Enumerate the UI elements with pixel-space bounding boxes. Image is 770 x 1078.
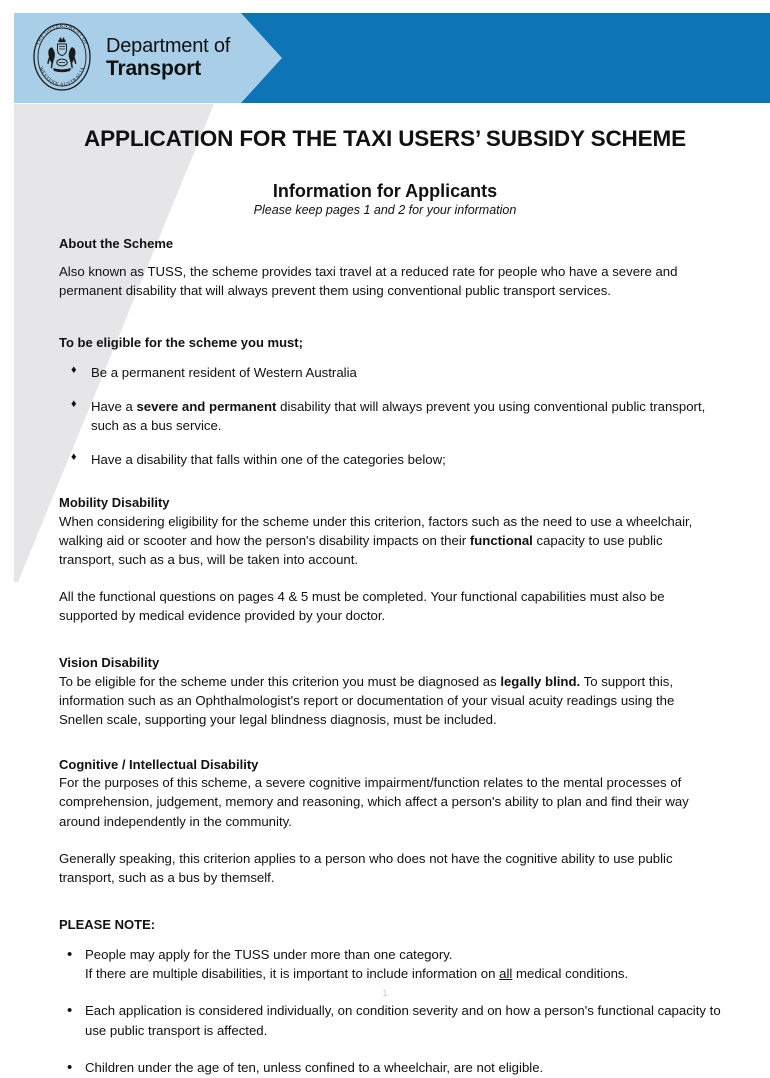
list-item	[59, 1058, 721, 1077]
document-subtitle: Information for Applicants	[272, 181, 498, 201]
line2-underline: all	[499, 966, 513, 982]
round-bullet-icon: •	[67, 1058, 73, 1076]
section-heading-about: About the Scheme	[59, 236, 174, 251]
document-body	[59, 236, 721, 1077]
list-item-text: Have a disability that falls within one of the categories below;	[91, 452, 446, 468]
mobility-text-post: capacity to use public transport, such as a bus, will be taken into account.	[59, 532, 663, 567]
list-item-line2	[85, 964, 721, 983]
page-number-footer: 1	[382, 988, 388, 998]
list-item-line1: People may apply for the TUSS under more than one category.	[85, 947, 453, 963]
vision-text-post: To support this, information such as an Ophthalmologist's report or documentation of your visual acuity readings using the Snellen scale, supporting your legal blindness diagnosis, must be included.	[59, 673, 675, 727]
diamond-bullet-icon: ♦	[71, 363, 77, 376]
diamond-bullet-icon: ♦	[71, 451, 77, 464]
list-item-line1: Each application is considered individually, on condition severity and on how a person's functional capacity to use public transport is affected.	[85, 1003, 721, 1038]
round-bullet-icon: •	[67, 1002, 73, 1020]
list-item	[59, 363, 721, 382]
round-bullet-icon: •	[67, 946, 73, 964]
list-item-text-bold: severe and permanent	[136, 398, 277, 414]
document-subtitle-note: Please keep pages 1 and 2 for your information	[253, 203, 517, 217]
department-name	[106, 34, 230, 80]
please-note-list	[59, 945, 721, 1077]
section-heading-mobility: Mobility Disability	[59, 495, 170, 511]
section-paragraph-mobility-2: All the functional questions on pages 4 & 5 must be completed. Your functional capabilities must also be supported by medical evidence provided by your doctor.	[59, 589, 665, 624]
list-item-text-post: disability that will always prevent you using conventional public transport, such as a bus service.	[91, 398, 706, 434]
list-item	[59, 450, 721, 469]
transport-label: Transport	[106, 56, 202, 80]
svg-text:THE GOVERNMENT OF: THE GOVERNMENT OF	[35, 22, 89, 47]
department-of-label: Department of	[106, 34, 231, 57]
list-item	[59, 945, 721, 983]
section-paragraph-cognitive: For the purposes of this scheme, a severe cognitive impairment/function relates to the mental processes of comprehension, judgement, memory and reasoning, which affect a person's ability to plan and find their way around independently in the community.	[59, 775, 689, 829]
department-logo	[28, 22, 230, 92]
list-item	[59, 397, 721, 435]
section-paragraph-vision	[59, 672, 721, 729]
svg-text:WESTERN AUSTRALIA: WESTERN AUSTRALIA	[37, 65, 87, 89]
mobility-text-bold: functional	[469, 532, 533, 548]
line2-pre: If there are multiple disabilities, it is important to include information on	[85, 966, 500, 982]
section-heading-please-note: PLEASE NOTE:	[59, 916, 156, 932]
section-paragraph-cognitive-2: Generally speaking, this criterion applies to a person who does not have the cognitive ability to use public transport, such as a bus by themself.	[59, 850, 673, 885]
diamond-bullet-icon: ♦	[71, 397, 77, 410]
list-item-text-pre: Have a	[91, 398, 137, 414]
mobility-text-pre: When considering eligibility for the scheme under this criterion, factors such as the need to use a wheelchair, walking aid or scooter and how the person's disability impacts on their	[59, 513, 693, 548]
vision-text-pre: To be eligible for the scheme under this criterion you must be diagnosed as	[59, 673, 501, 689]
page-title: APPLICATION FOR THE TAXI USERS’ SUBSIDY SCHEME	[84, 126, 686, 151]
vision-text-bold: legally blind.	[500, 673, 581, 689]
line2-post: medical conditions.	[512, 966, 629, 982]
wa-government-crest-icon	[28, 22, 96, 92]
section-heading-cognitive: Cognitive / Intellectual Disability	[59, 756, 259, 772]
section-paragraph-about: Also known as TUSS, the scheme provides taxi travel at a reduced rate for people who have a severe and permanent disability that will always prevent them using conventional public transport services.	[59, 264, 678, 299]
section-heading-vision: Vision Disability	[59, 655, 160, 671]
section-heading-eligibility: To be eligible for the scheme you must;	[59, 334, 303, 350]
page-header-banner	[14, 13, 770, 103]
list-item-text: Be a permanent resident of Western Australia	[91, 364, 357, 380]
section-paragraph-mobility	[59, 512, 721, 569]
list-item	[59, 1001, 721, 1039]
list-item-line1: Children under the age of ten, unless confined to a wheelchair, are not eligible.	[85, 1059, 544, 1075]
eligibility-list	[59, 363, 721, 470]
